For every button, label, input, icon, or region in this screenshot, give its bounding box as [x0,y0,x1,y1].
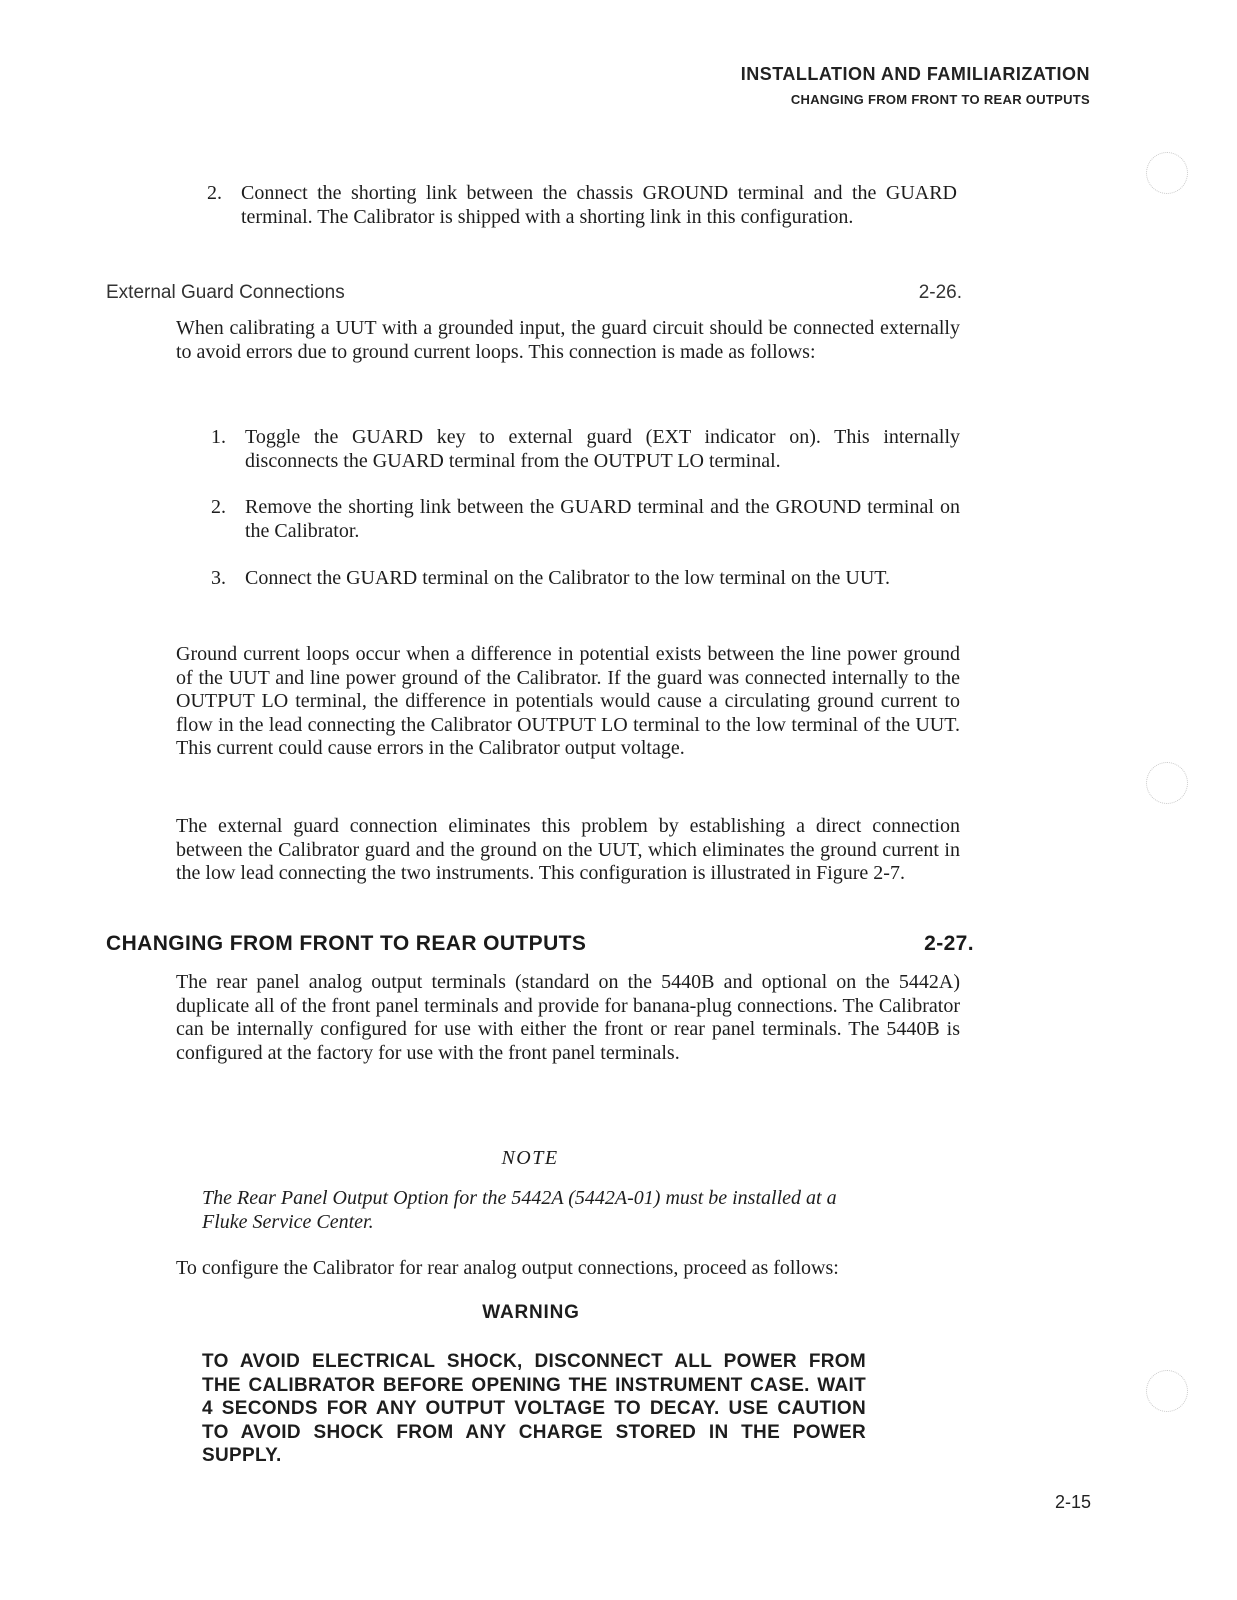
external-guard-intro: When calibrating a UUT with a grounded input, the guard circuit should be connected externally to avoid errors due to ground current loops. This connection is made as follows: [176,317,960,363]
list-item-text: Connect the shorting link between the chassis GROUND terminal and the GUARD terminal. The Calibrator is shipped with a shorting link in this configuration. [241,182,957,228]
ground-loop-paragraph: Ground current loops occur when a difference in potential exists between the line power ground of the UUT and line power ground of the Calibrator. If the guard was connected internally to the OUTPUT LO terminal, the difference in potentials would cause a circulating ground current to flow in the lead connecting the Calibrator OUTPUT LO terminal to the low terminal of the UUT. This current could cause errors in the Calibrator output voltage. [176,643,960,759]
list-item [211,496,960,543]
note-title: NOTE [501,1147,559,1169]
running-header-subtitle: CHANGING FROM FRONT TO REAR OUTPUTS [790,92,1090,107]
list-item-number: 1. [211,426,226,448]
note-text: The Rear Panel Output Option for the 5442A (5442A-01) must be installed at a Fluke Service Center. [202,1187,837,1233]
list-item [211,426,960,473]
subsection-heading [106,282,962,304]
external-guard-paragraph: The external guard connection eliminates this problem by establishing a direct connection between the Calibrator guard and the ground on the UUT, which eliminates the ground current in the low lead connecting the two instruments. This configuration is illustrated in Figure 2-7. [176,815,960,884]
list-item-number: 3. [211,567,226,589]
configure-paragraph: To configure the Calibrator for rear analog output connections, proceed as follows: [176,1257,839,1279]
binder-hole-mark [1146,762,1188,804]
list-item-text: Toggle the GUARD key to external guard (EXT indicator on). This internally disconnects the GUARD terminal from the OUTPUT LO terminal. [245,426,960,472]
rear-outputs-paragraph: The rear panel analog output terminals (standard on the 5440B and optional on the 5442A) duplicate all of the front panel terminals and provide for banana-plug connections. The Calibrator can be internally configured for use with either the front or rear panel terminals. The 5440B is configured at the factory for use with the front panel terminals. [176,971,960,1064]
binder-hole-mark [1146,152,1188,194]
list-item-number: 2. [211,496,226,518]
warning-title: WARNING [482,1302,580,1323]
binder-hole-mark [1146,1370,1188,1412]
section-number: 2-27. [924,932,974,955]
intro-list-item [207,182,957,229]
running-header-title: INSTALLATION AND FAMILIARIZATION [740,64,1090,84]
list-item-text: Connect the GUARD terminal on the Calibrator to the low terminal on the UUT. [245,567,891,589]
subsection-number: 2-26. [918,282,962,303]
list-item-text: Remove the shorting link between the GUARD terminal and the GROUND terminal on the Calibrator. [245,496,960,542]
list-item [211,567,960,591]
list-item-number: 2. [207,182,222,204]
subsection-title: External Guard Connections [106,282,345,303]
section-title: CHANGING FROM FRONT TO REAR OUTPUTS [106,932,587,955]
warning-text: TO AVOID ELECTRICAL SHOCK, DISCONNECT ALL POWER FROM THE CALIBRATOR BEFORE OPENING THE INSTRUMENT CASE. WAIT 4 SECONDS FOR ANY OUTPUT VOLTAGE TO DECAY. USE CAUTION TO AVOID SHOCK FROM ANY CHARGE STORED IN THE POWER SUPPLY. [202,1351,866,1466]
page-number: 2-15 [1054,1492,1091,1512]
section-heading [106,932,974,956]
